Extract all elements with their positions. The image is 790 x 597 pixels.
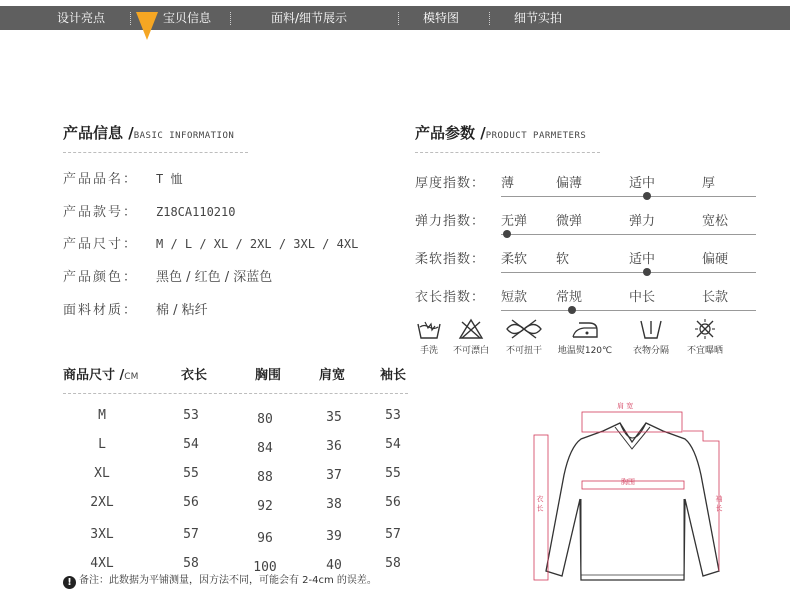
divider bbox=[415, 152, 600, 153]
measurement-cell: 58 bbox=[385, 556, 401, 571]
info-value: 黑色 / 红色 / 深蓝色 bbox=[156, 270, 273, 285]
param-row bbox=[415, 210, 760, 240]
param-label: 柔软指数： bbox=[415, 252, 486, 267]
nav-tab-model-photos[interactable]: 模特图 bbox=[423, 11, 460, 25]
measurement-cell: 53 bbox=[183, 408, 199, 423]
size-table-unit: CM bbox=[124, 372, 139, 382]
info-row-material bbox=[63, 299, 208, 318]
product-info-subtitle: BASIC INFORMATION bbox=[133, 131, 235, 141]
param-option: 无弹 bbox=[501, 214, 528, 229]
param-option: 短款 bbox=[501, 290, 528, 305]
measurement-cell: 100 bbox=[253, 560, 277, 575]
param-row bbox=[415, 172, 760, 202]
measurement-cell: 96 bbox=[257, 531, 273, 546]
nav-tab-design-highlights[interactable]: 设计亮点 bbox=[57, 11, 106, 25]
active-tab-arrow-icon bbox=[136, 12, 158, 40]
note-text: 备注：此数据为平铺测量，因方法不同，可能会有 2-4cm 的误差。 bbox=[79, 575, 377, 586]
care-low-iron bbox=[554, 318, 616, 356]
care-no-wring bbox=[500, 318, 548, 356]
param-option: 偏硬 bbox=[702, 252, 729, 267]
measurement-cell: 53 bbox=[385, 408, 401, 423]
info-row-sizes bbox=[63, 233, 358, 252]
size-cell: 3XL bbox=[90, 527, 114, 542]
param-row bbox=[415, 248, 760, 278]
param-option: 偏薄 bbox=[556, 176, 583, 191]
param-label: 弹力指数： bbox=[415, 214, 486, 229]
warning-icon: ! bbox=[63, 576, 76, 589]
measurement-cell: 56 bbox=[385, 495, 401, 510]
measurement-cell: 38 bbox=[326, 497, 342, 512]
param-option: 弹力 bbox=[629, 214, 656, 229]
param-indicator-dot bbox=[503, 230, 511, 238]
measurement-cell: 37 bbox=[326, 468, 342, 483]
column-header-sleeve: 袖长 bbox=[380, 368, 407, 383]
nav-tab-fabric-details[interactable]: 面料/细节展示 bbox=[271, 11, 348, 25]
measurement-cell: 58 bbox=[183, 556, 199, 571]
care-label: 手洗 bbox=[419, 346, 438, 356]
info-label: 面料材质： bbox=[63, 303, 139, 318]
param-option: 长款 bbox=[702, 290, 729, 305]
measurement-cell: 35 bbox=[326, 410, 342, 425]
info-label: 产品尺寸： bbox=[63, 237, 139, 252]
param-option: 常规 bbox=[556, 290, 583, 305]
wash-separately-icon bbox=[638, 318, 664, 340]
param-option: 软 bbox=[556, 252, 570, 267]
care-no-sun-dry bbox=[680, 318, 730, 356]
param-scale-track bbox=[501, 272, 756, 273]
product-params-subtitle: PRODUCT PARMETERS bbox=[485, 131, 587, 141]
info-value: M / L / XL / 2XL / 3XL / 4XL bbox=[156, 237, 359, 251]
param-scale-track bbox=[501, 310, 756, 311]
size-table-title-text: 商品尺寸 / bbox=[63, 368, 125, 383]
care-label: 地温熨120℃ bbox=[557, 346, 613, 356]
product-params-title: 产品参数 / bbox=[415, 124, 486, 142]
no-wring-icon bbox=[504, 318, 544, 340]
body-length-label: 衣 长 bbox=[536, 495, 544, 512]
info-row-colors bbox=[63, 266, 272, 285]
size-cell: M bbox=[98, 408, 106, 423]
size-cell: XL bbox=[94, 466, 110, 481]
param-indicator-dot bbox=[643, 192, 651, 200]
info-label: 产品颜色： bbox=[63, 270, 139, 285]
nav-separator bbox=[130, 12, 131, 25]
param-option: 适中 bbox=[629, 176, 656, 191]
info-label: 产品款号： bbox=[63, 205, 139, 220]
nav-separator bbox=[398, 12, 399, 25]
measurement-cell: 92 bbox=[257, 499, 273, 514]
info-value: 棉 / 粘纤 bbox=[156, 303, 208, 318]
product-info-title: 产品信息 / bbox=[63, 124, 134, 142]
param-scale-track bbox=[501, 234, 756, 235]
tshirt-outline-icon bbox=[525, 395, 740, 595]
care-hand-wash bbox=[413, 318, 445, 356]
divider bbox=[63, 152, 248, 153]
measurement-cell: 54 bbox=[385, 437, 401, 452]
product-params-heading bbox=[415, 122, 586, 143]
measurement-cell: 57 bbox=[385, 527, 401, 542]
measurement-cell: 55 bbox=[385, 466, 401, 481]
care-label: 不可漂白 bbox=[452, 346, 489, 356]
care-label: 不可扭干 bbox=[505, 346, 542, 356]
column-header-shoulder: 肩宽 bbox=[319, 368, 346, 383]
column-header-chest: 胸围 bbox=[255, 368, 282, 383]
param-option: 宽松 bbox=[702, 214, 729, 229]
param-row bbox=[415, 286, 760, 316]
measurement-cell: 36 bbox=[326, 439, 342, 454]
hand-wash-icon bbox=[416, 318, 442, 340]
info-row-name bbox=[63, 168, 182, 187]
column-header-length: 衣长 bbox=[181, 368, 208, 383]
param-option: 柔软 bbox=[501, 252, 528, 267]
measurement-cell: 54 bbox=[183, 437, 199, 452]
nav-tab-detail-photos[interactable]: 细节实拍 bbox=[514, 11, 563, 25]
param-option: 微弹 bbox=[556, 214, 583, 229]
info-value: T 恤 bbox=[156, 172, 183, 186]
measurement-cell: 55 bbox=[183, 466, 199, 481]
param-indicator-dot bbox=[568, 306, 576, 314]
measurement-cell: 57 bbox=[183, 527, 199, 542]
measurement-cell: 39 bbox=[326, 529, 342, 544]
size-cell: L bbox=[98, 437, 106, 452]
measurement-cell: 56 bbox=[183, 495, 199, 510]
no-sun-dry-icon bbox=[692, 318, 718, 340]
param-option: 中长 bbox=[629, 290, 656, 305]
divider bbox=[63, 393, 408, 394]
param-label: 厚度指数： bbox=[415, 176, 486, 191]
care-wash-separately bbox=[626, 318, 676, 356]
measurement-cell: 40 bbox=[326, 558, 342, 573]
measurement-cell: 84 bbox=[257, 441, 273, 456]
param-option: 适中 bbox=[629, 252, 656, 267]
info-row-style-number bbox=[63, 201, 235, 220]
chest-label: 胸围 bbox=[621, 478, 635, 486]
garment-measurement-diagram bbox=[525, 395, 740, 595]
info-value: Z18CA110210 bbox=[156, 205, 236, 219]
nav-separator bbox=[489, 12, 490, 25]
no-bleach-icon bbox=[458, 318, 484, 340]
care-no-bleach bbox=[446, 318, 496, 356]
info-label: 产品品名： bbox=[63, 172, 139, 187]
param-option: 厚 bbox=[702, 176, 716, 191]
nav-separator bbox=[230, 12, 231, 25]
size-table-title bbox=[63, 364, 138, 383]
care-label: 不宜曝晒 bbox=[686, 346, 723, 356]
measurement-note bbox=[63, 571, 377, 589]
top-nav-bar bbox=[0, 6, 790, 30]
shoulder-width-label: 肩 宽 bbox=[617, 402, 634, 410]
care-label: 衣物分隔 bbox=[632, 346, 669, 356]
param-label: 衣长指数： bbox=[415, 290, 486, 305]
param-option: 薄 bbox=[501, 176, 515, 191]
param-indicator-dot bbox=[643, 268, 651, 276]
measurement-cell: 80 bbox=[257, 412, 273, 427]
measurement-cell: 88 bbox=[257, 470, 273, 485]
size-cell: 2XL bbox=[90, 495, 114, 510]
product-info-heading bbox=[63, 122, 234, 143]
nav-tab-product-info[interactable]: 宝贝信息 bbox=[163, 11, 212, 25]
low-iron-icon bbox=[570, 318, 600, 340]
param-scale-track bbox=[501, 196, 756, 197]
size-cell: 4XL bbox=[90, 556, 114, 571]
sleeve-length-label: 袖 长 bbox=[715, 495, 723, 512]
